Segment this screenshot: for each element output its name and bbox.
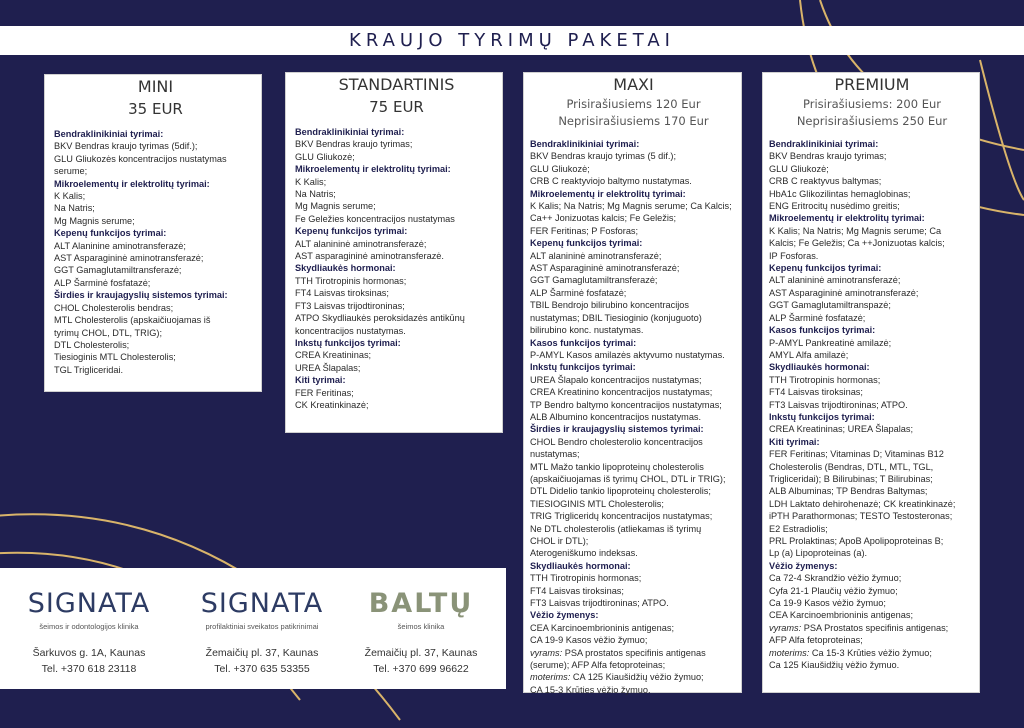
test-item: K Kalis; bbox=[295, 176, 327, 187]
package-price-nonmember: Neprisirašiusiems 170 Eur bbox=[558, 114, 709, 128]
section-heading: Mikroelementų ir elektrolitų tyrimai: bbox=[54, 178, 210, 189]
section-heading: Mikroelementų ir elektrolitų tyrimai: bbox=[530, 188, 686, 199]
signata-logo: SIGNATA bbox=[27, 588, 151, 619]
test-item: (serume); AFP Alfa fetoproteinas; bbox=[530, 660, 666, 671]
test-item: AMYL Alfa amilazė; bbox=[769, 349, 849, 360]
test-item: FER Feritinas; bbox=[295, 387, 354, 398]
test-item: CEA Karcinoembrioninis antigenas; bbox=[530, 622, 675, 633]
test-item bbox=[769, 622, 975, 634]
test-item: ALT alanininė aminotransferazė; bbox=[295, 238, 427, 249]
test-item: Mg Magnis serume; bbox=[295, 201, 376, 212]
test-item: CRB C reaktyvus baltymas; bbox=[769, 176, 882, 187]
test-item: TBIL Bendrojo bilirubino koncentracijos bbox=[530, 300, 689, 311]
section-heading: Skydliaukės hormonai: bbox=[295, 263, 396, 274]
package-name: MAXI bbox=[613, 75, 654, 94]
test-item: TTH Tirotropinis hormonas; bbox=[295, 275, 407, 286]
clinics-footer bbox=[0, 568, 506, 689]
section-heading: Kepenų funkcijos tyrimai: bbox=[530, 238, 643, 249]
package-name: PREMIUM bbox=[834, 75, 910, 94]
test-item: ALT alanininė aminotransferazė; bbox=[530, 250, 662, 261]
test-item: CA 19-9 Kasos vėžio žymuo; bbox=[530, 635, 648, 646]
section-heading: Kiti tyrimai: bbox=[295, 375, 346, 386]
page-title: KRAUJO TYRIMŲ PAKETAI bbox=[349, 30, 675, 51]
package-test-list bbox=[530, 138, 737, 696]
test-item: TRIG Trigliceridų koncentracijos nustatymas; bbox=[530, 511, 713, 522]
package-test-list bbox=[769, 138, 975, 671]
test-item: GLU Gliukozė; bbox=[295, 151, 355, 162]
test-item: MTL Cholesterolis (apskaičiuojamas iš bbox=[54, 315, 211, 326]
test-item: ENG Eritrocitų nusėdimo greitis; bbox=[769, 201, 900, 212]
section-heading: Bendraklinikiniai tyrimai: bbox=[54, 129, 164, 139]
test-item: TP Bendro baltymo koncentracijos nustatymas; bbox=[530, 399, 722, 410]
test-item: ALB Albumino koncentracijos nustatymas. bbox=[530, 411, 702, 422]
test-item: K Kalis; bbox=[54, 191, 86, 202]
section-heading: Kepenų funkcijos tyrimai: bbox=[769, 263, 882, 274]
test-item: FT4 Laisvas tiroksinas; bbox=[530, 585, 624, 596]
test-item: Kalcis; Fe Geležis; Ca ++Jonizuotas kalcis; bbox=[769, 238, 945, 249]
test-item: GLU Gliukozė; bbox=[769, 163, 829, 174]
section-heading: Kasos funkcijos tyrimai: bbox=[769, 325, 876, 336]
section-heading: Širdies ir kraujagyslių sistemos tyrimai: bbox=[54, 290, 228, 301]
test-item: GGT Gamaglutamiltransferazė; bbox=[530, 275, 658, 286]
test-item: CEA Karcinoembrioninis antigenas; bbox=[769, 610, 914, 621]
test-item: ALP Šarminė fosfatazė; bbox=[769, 312, 866, 323]
test-item: Ca 19-9 Kasos vėžio žymuo; bbox=[769, 598, 886, 609]
test-item: CREA Kreatinino koncentracijos nustatymas; bbox=[530, 387, 713, 398]
clinic-phone: Tel. +370 699 96622 bbox=[373, 663, 469, 675]
test-item: BKV Bendras kraujo tyrimas (5dif.); bbox=[54, 141, 198, 152]
section-heading: Skydliaukės hormonai: bbox=[769, 362, 870, 373]
test-item: serume; bbox=[54, 166, 88, 177]
test-item-text: CA 125 Kiaušidžių vėžio žymuo; bbox=[570, 672, 704, 683]
section-heading: Bendraklinikiniai tyrimai: bbox=[295, 127, 405, 137]
clinic-phone: Tel. +370 635 53355 bbox=[214, 663, 310, 675]
test-item bbox=[530, 671, 737, 683]
section-heading: Vėžio žymenys: bbox=[769, 560, 838, 571]
test-item-text: Ca 15-3 Krūties vėžio žymuo; bbox=[809, 647, 932, 658]
gender-qualifier: moterims: bbox=[530, 672, 571, 683]
baltu-logo: BALTŲ bbox=[368, 588, 474, 619]
test-item: DTL Cholesterolis; bbox=[54, 339, 130, 350]
section-heading: Inkstų funkcijos tyrimai: bbox=[530, 362, 636, 373]
clinic-subtitle: profilaktiniai sveikatos patikrinimai bbox=[205, 622, 319, 631]
test-item: TGL Trigliceridai. bbox=[54, 364, 124, 375]
test-item: DTL Didelio tankio lipoproteinų cholesterolis; bbox=[530, 486, 711, 497]
test-item: FT3 Laisvas trijodtironinas; bbox=[295, 300, 405, 311]
test-item: ALB Albuminas; TP Bendras Baltymas; bbox=[769, 486, 928, 497]
test-item: ALT Alaninine aminotransferazė; bbox=[54, 240, 186, 251]
test-item: BKV Bendras kraujo tyrimas; bbox=[769, 151, 887, 162]
test-item: AST Asparagininė aminotransferazė; bbox=[769, 287, 919, 298]
test-item: FER Feritinas; P Fosforas; bbox=[530, 225, 639, 236]
test-item: Na Natris; bbox=[54, 203, 95, 214]
clinic-subtitle: šeimos ir odontologijos klinika bbox=[39, 622, 139, 631]
test-item: MTL Mažo tankio lipoproteinų cholesterolis bbox=[530, 461, 704, 472]
test-item: AFP Alfa fetoproteinas; bbox=[769, 635, 863, 646]
test-item: bilirubino konc. nustatymas. bbox=[530, 325, 644, 336]
test-item: CREA Kreatininas; UREA Šlapalas; bbox=[769, 424, 914, 435]
test-item: BKV Bendras kraujo tyrimas; bbox=[295, 139, 413, 150]
test-item: koncentracijos nustatymas. bbox=[295, 325, 406, 336]
section-heading: Bendraklinikiniai tyrimai: bbox=[530, 139, 640, 149]
package-name: STANDARTINIS bbox=[338, 75, 455, 94]
clinic-address: Žemaičių pl. 37, Kaunas bbox=[205, 647, 319, 659]
gender-qualifier: moterims: bbox=[769, 647, 810, 658]
test-item: CK Kreatinkinazė; bbox=[295, 399, 369, 410]
section-heading: Kepenų funkcijos tyrimai: bbox=[295, 226, 408, 237]
test-item: K Kalis; Na Natris; Mg Magnis serume; Ca bbox=[769, 225, 942, 236]
test-item: iPTH Parathormonas; TESTO Testosteronas; bbox=[769, 511, 953, 522]
title-bar bbox=[0, 26, 1024, 55]
test-item: BKV Bendras kraujo tyrimas (5 dif.); bbox=[530, 151, 677, 162]
clinic-phone: Tel. +370 618 23118 bbox=[41, 663, 137, 675]
test-item: GGT Gamaglutamiltransferazė; bbox=[54, 265, 182, 276]
test-item-text: PSA Prostatos specifinis antigenas; bbox=[801, 622, 949, 633]
section-heading: Vėžio žymenys: bbox=[530, 610, 599, 621]
section-heading: Mikroelementų ir elektrolitų tyrimai: bbox=[295, 164, 451, 175]
test-item: Ca++ Jonizuotas kalcis; Fe Geležis; bbox=[530, 213, 677, 224]
package-price-nonmember: Neprisirašiusiems 250 Eur bbox=[796, 114, 948, 128]
test-item: AST asparagininė aminotransferazė. bbox=[295, 251, 444, 262]
package-card-mini bbox=[44, 74, 262, 392]
test-item: CHOL Bendro cholesterolio koncentracijos bbox=[530, 436, 703, 447]
test-item: ALP Šarminė fosfatazė; bbox=[530, 287, 627, 298]
test-item: E2 Estradiolis; bbox=[769, 523, 828, 534]
package-price-member: Prisirašiusiems: 200 Eur bbox=[803, 97, 941, 111]
clinic-signata-checkups bbox=[178, 568, 346, 689]
package-price: 35 EUR bbox=[128, 100, 183, 118]
test-item: nustatymas; DBIL Tiesioginio (konjuguoto) bbox=[530, 312, 702, 323]
package-price-member: Prisirašiusiems 120 Eur bbox=[566, 97, 701, 111]
test-item-text: PSA prostatos specifinis antigenas bbox=[562, 647, 706, 658]
package-price: 75 EUR bbox=[369, 98, 424, 116]
test-item: Aterogeniškumo indeksas. bbox=[530, 548, 638, 559]
test-item: UREA Šlapalo koncentracijos nustatymas; bbox=[530, 374, 702, 385]
test-item: P-AMYL Kasos amilazės aktyvumo nustatymas. bbox=[530, 349, 725, 360]
gender-qualifier: vyrams: bbox=[530, 647, 563, 658]
test-item: FT3 Laisvas trijodtironinas; ATPO. bbox=[769, 399, 908, 410]
package-card-maxi bbox=[523, 72, 742, 693]
section-heading: Mikroelementų ir elektrolitų tyrimai: bbox=[769, 213, 925, 224]
test-item: Ne DTL cholesterolis (atliekamas iš tyrimų bbox=[530, 523, 702, 534]
test-item: (apskaičiuojamas iš tyrimų CHOL, DTL ir TRIG); bbox=[530, 473, 726, 484]
section-heading: Bendraklinikiniai tyrimai: bbox=[769, 139, 879, 149]
test-item: Ca 125 Kiaušidžių vėžio žymuo. bbox=[769, 660, 900, 671]
test-item bbox=[530, 647, 737, 659]
test-item: PRL Prolaktinas; ApoB Apolipoproteinas B; bbox=[769, 536, 944, 546]
test-item: FT4 Laisvas tiroksinas; bbox=[295, 288, 389, 299]
package-test-list bbox=[295, 126, 498, 411]
test-item: FT4 Laisvas tiroksinas; bbox=[769, 387, 863, 398]
test-item: FER Feritinas; Vitaminas D; Vitaminas B12 bbox=[769, 449, 944, 460]
signata-logo: SIGNATA bbox=[200, 588, 324, 619]
test-item: CRB C reaktyviojo baltymo nustatymas. bbox=[530, 176, 692, 187]
section-heading: Skydliaukės hormonai: bbox=[530, 560, 631, 571]
test-item: Mg Magnis serume; bbox=[54, 215, 135, 226]
test-item: ALT alanininė aminotransferazė; bbox=[769, 275, 901, 286]
section-heading: Inkstų funkcijos tyrimai: bbox=[295, 337, 401, 348]
test-item: GLU Gliukozės koncentracijos nustatymas bbox=[54, 153, 227, 164]
test-item: ALP Šarminė fosfatazė; bbox=[54, 277, 151, 288]
clinic-address: Žemaičių pl. 37, Kaunas bbox=[364, 647, 478, 659]
test-item: TTH Tirotropinis hormonas; bbox=[530, 573, 642, 584]
section-heading: Širdies ir kraujagyslių sistemos tyrimai: bbox=[530, 424, 704, 435]
test-item: IP Fosforas. bbox=[769, 250, 819, 261]
test-item: Cholesterolis (Bendras, DTL, MTL, TGL, bbox=[769, 461, 934, 472]
clinic-address: Šarkuvos g. 1A, Kaunas bbox=[32, 647, 146, 659]
test-item: CA 15-3 Krūties vėžio žymuo. bbox=[530, 684, 651, 695]
section-heading: Inkstų funkcijos tyrimai: bbox=[769, 411, 875, 422]
test-item: P-AMYL Pankreatinė amilazė; bbox=[769, 337, 892, 348]
package-test-list bbox=[54, 128, 257, 376]
test-item: AST Asparagininė aminotransferazė; bbox=[530, 263, 680, 274]
clinic-signata-family bbox=[5, 568, 173, 689]
test-item: FT3 Laisvas trijodtironinas; ATPO. bbox=[530, 598, 669, 609]
test-item: Trigliceridai); B Bilirubinas; T Bilirubinas; bbox=[769, 473, 933, 484]
test-item: ATPO Skydliaukės peroksidazės antikūnų bbox=[295, 313, 465, 324]
test-item: nustatymas; bbox=[530, 449, 580, 460]
gender-qualifier: vyrams: bbox=[769, 622, 802, 633]
test-item: CREA Kreatininas; bbox=[295, 350, 372, 361]
test-item: TTH Tirotropinis hormonas; bbox=[769, 374, 881, 385]
test-item: Na Natris; bbox=[295, 189, 336, 200]
test-item: CHOL Cholesterolis bendras; bbox=[54, 302, 174, 313]
test-item: UREA Šlapalas; bbox=[295, 362, 361, 373]
test-item: tyrimų CHOL, DTL, TRIG); bbox=[54, 327, 163, 338]
package-card-standartinis bbox=[285, 72, 503, 433]
package-card-premium bbox=[762, 72, 980, 693]
test-item: Fe Geležies koncentracijos nustatymas bbox=[295, 213, 455, 224]
clinic-baltu bbox=[337, 568, 505, 689]
test-item: TIESIOGINIS MTL Cholesterolis; bbox=[530, 498, 664, 509]
test-item: GGT Gamaglutamiltranspazė; bbox=[769, 300, 891, 311]
test-item: LDH Laktato dehirohenazė; CK kreatinkinazė; bbox=[769, 498, 956, 509]
test-item: Cyfa 21-1 Plaučių vėžio žymuo; bbox=[769, 585, 898, 596]
test-item: HbA1c Glikozilintas hemaglobinas; bbox=[769, 188, 911, 199]
test-item: CHOL ir DTL); bbox=[530, 536, 589, 546]
test-item: Lp (a) Lipoproteinas (a). bbox=[769, 548, 868, 559]
test-item bbox=[769, 647, 975, 659]
test-item: AST Asparagininė aminotransferazė; bbox=[54, 253, 204, 264]
clinic-subtitle: šeimos klinika bbox=[397, 622, 445, 631]
test-item: Tiesioginis MTL Cholesterolis; bbox=[54, 352, 176, 363]
package-name: MINI bbox=[137, 77, 174, 96]
test-item: K Kalis; Na Natris; Mg Magnis serume; Ca Kalcis; bbox=[530, 201, 732, 212]
test-item: GLU Gliukozė; bbox=[530, 163, 590, 174]
section-heading: Kiti tyrimai: bbox=[769, 436, 820, 447]
section-heading: Kasos funkcijos tyrimai: bbox=[530, 337, 637, 348]
section-heading: Kepenų funkcijos tyrimai: bbox=[54, 228, 167, 239]
test-item: Ca 72-4 Skrandžio vėžio žymuo; bbox=[769, 573, 902, 584]
